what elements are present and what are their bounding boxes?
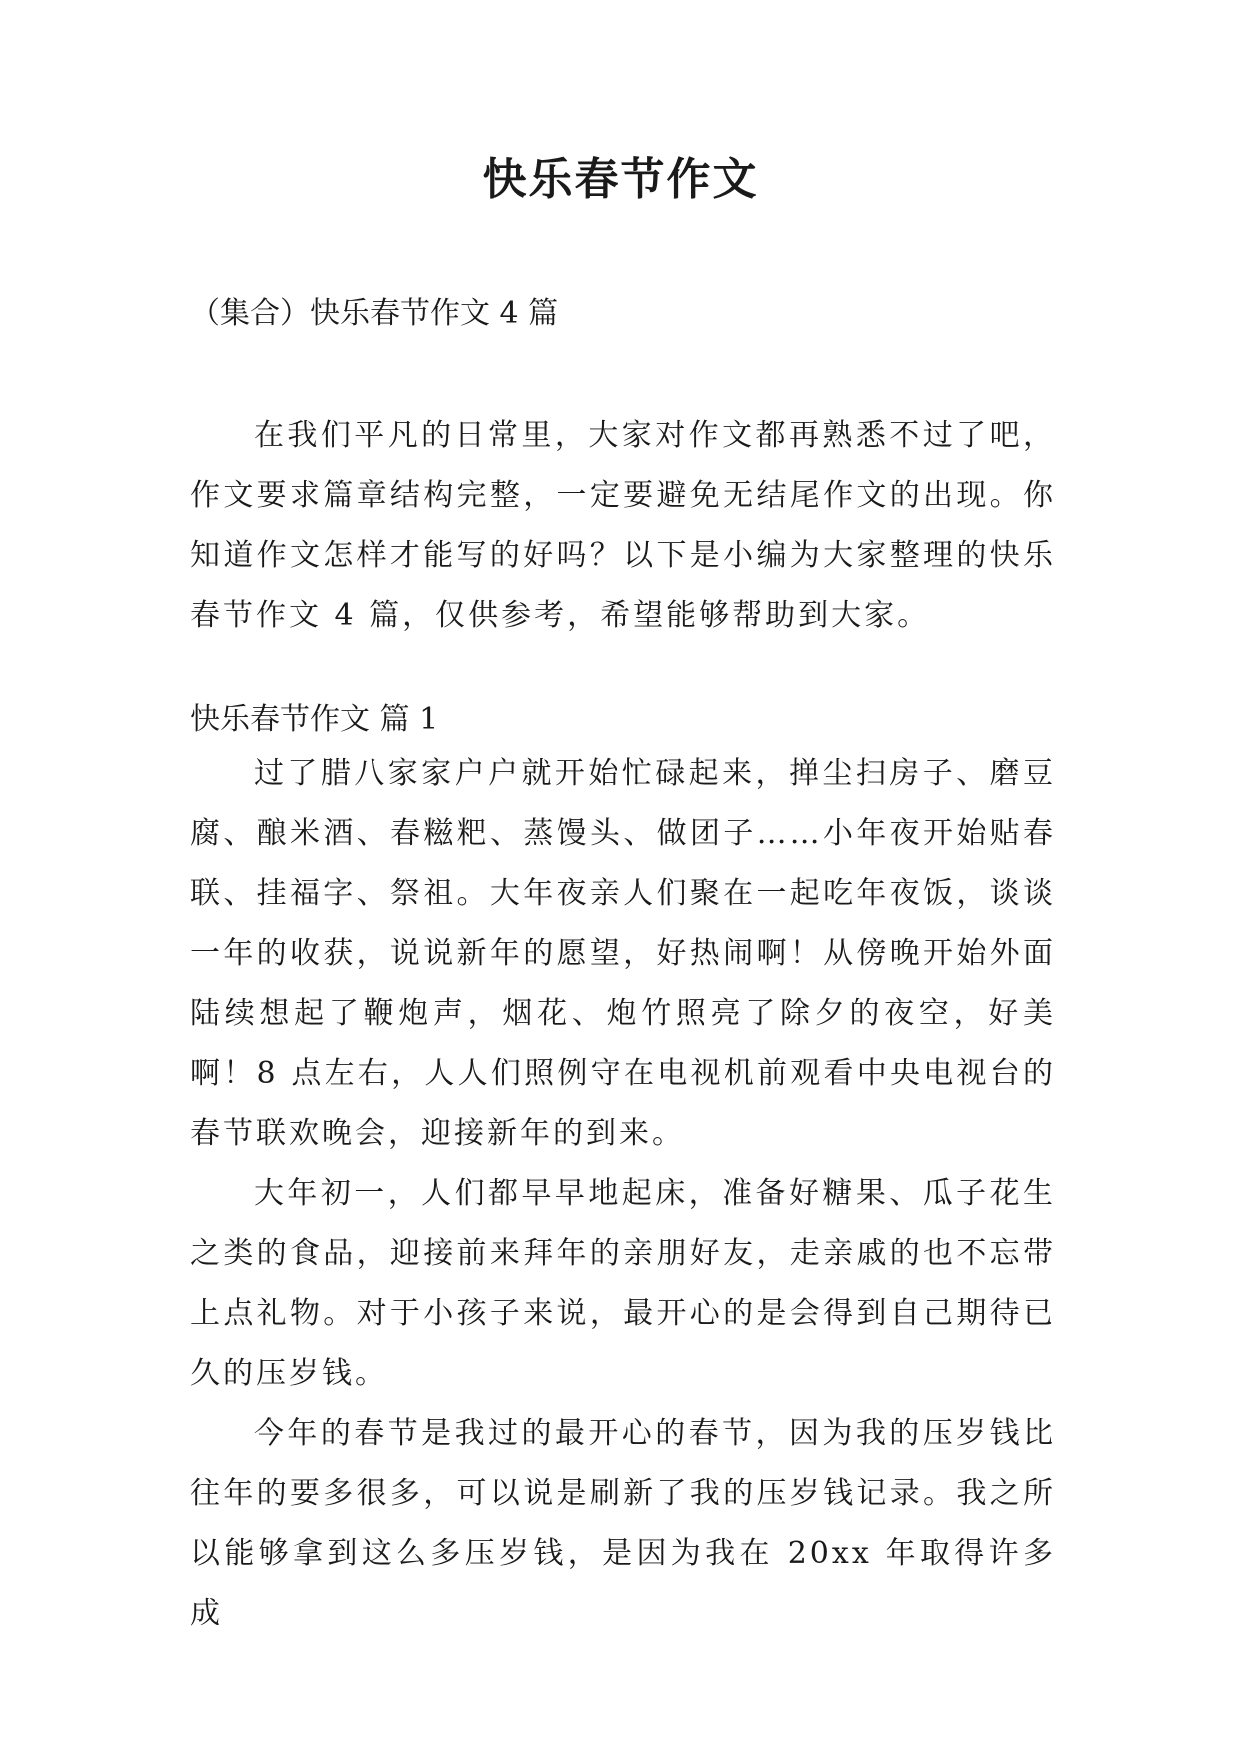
section-heading: 快乐春节作文 篇 1: [190, 702, 439, 737]
intro-paragraph: 在我们平凡的日常里，大家对作文都再熟悉不过了吧，作文要求篇章结构完整，一定要避免无结尾作文的出现。你知道作文怎样才能写的好吗？以下是小编为大家整理的快乐春节作文 4 篇，仅供参考，希望能够帮助到大家。: [190, 418, 1056, 633]
article-body: [190, 744, 1056, 1644]
document-title: 快乐春节作文: [482, 154, 759, 205]
body-paragraph: 大年初一，人们都早早地起床，准备好糖果、瓜子花生之类的食品，迎接前来拜年的亲朋好友，走亲戚的也不忘带上点礼物。对于小孩子来说，最开心的是会得到自己期待已久的压岁钱。: [190, 1176, 1056, 1391]
document-subtitle: （集合）快乐春节作文 4 篇: [190, 296, 559, 331]
intro-block: [190, 406, 1056, 646]
body-paragraph: 过了腊八家家户户就开始忙碌起来，掸尘扫房子、磨豆腐、酿米酒、春糍粑、蒸馒头、做团子……小年夜开始贴春联、挂福字、祭祖。大年夜亲人们聚在一起吃年夜饭，谈谈一年的收获，说说新年的愿望，好热闹啊！从傍晚开始外面陆续想起了鞭炮声，烟花、炮竹照亮了除夕的夜空，好美啊！8 点左右，人人们照例守在电视机前观看中央电视台的春节联欢晚会，迎接新年的到来。: [190, 756, 1056, 1151]
body-paragraph: 今年的春节是我过的最开心的春节，因为我的压岁钱比往年的要多很多，可以说是刷新了我的压岁钱记录。我之所以能够拿到这么多压岁钱，是因为我在 20xx 年取得许多成: [190, 1416, 1056, 1631]
